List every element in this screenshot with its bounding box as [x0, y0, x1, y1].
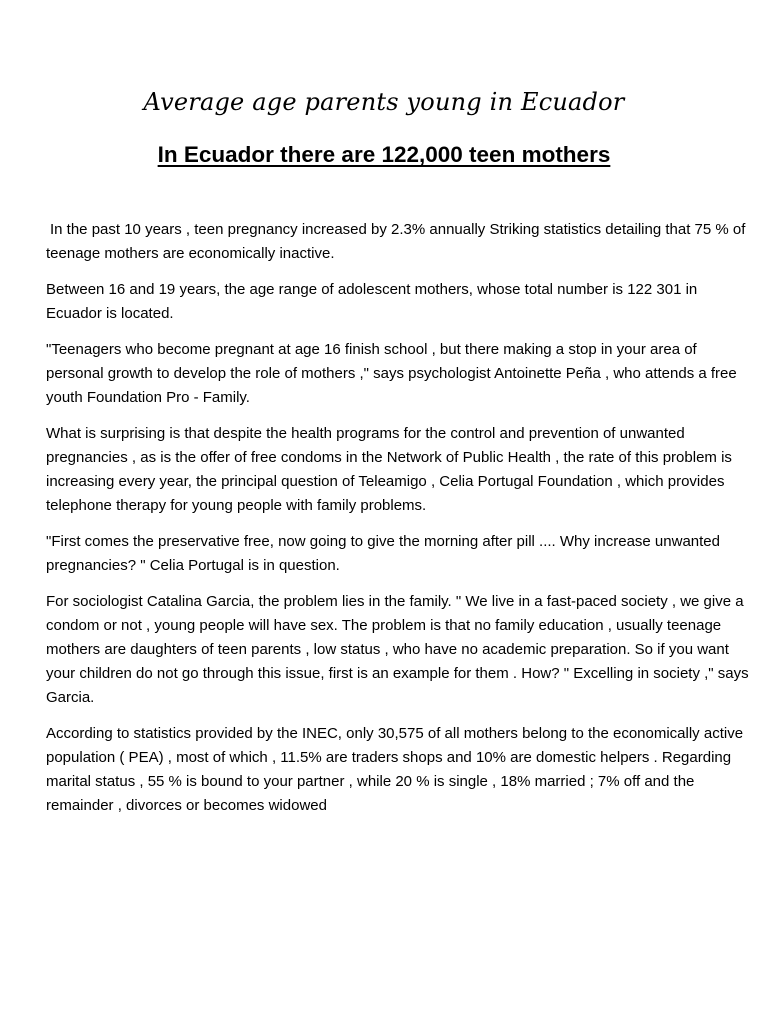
paragraph-7: According to statistics provided by the INEC, only 30,575 of all mothers belong to the economically active population ( PEA) , most of which , 11.5% are traders shops and 10% are domestic helpers . Regarding marital status , 55 % is bound to your partner , while 20 % is single , 18% married ; 7% off and the remainder , divorces or becomes widowed	[46, 725, 744, 814]
paragraph-5: "First comes the preservative free, now going to give the morning after pill .... Why increase unwanted pregnancies? " Celia Portugal is in question.	[46, 533, 720, 574]
document-body	[46, 218, 754, 830]
paragraph-6: For sociologist Catalina Garcia, the problem lies in the family. " We live in a fast-paced society , we give a condom or not , young people will have sex. The problem is that no family education , usually teenage mothers are daughters of teen parents , low status , who have no academic preparation. So if you want your children do not go through this issue, first is an example for them . How? " Excelling in society ," says Garcia.	[46, 593, 749, 706]
paragraph-2: Between 16 and 19 years, the age range of adolescent mothers, whose total number is 122 301 in Ecuador is located.	[46, 281, 698, 322]
document-script-title: Average age parents young in Ecuador	[143, 88, 625, 116]
paragraph-3: "Teenagers who become pregnant at age 16 finish school , but there making a stop in your area of personal growth to develop the role of mothers ," says psychologist Antoinette Peña , who attends a free youth Foundation Pro - Family.	[46, 341, 737, 406]
paragraph-4: What is surprising is that despite the health programs for the control and prevention of unwanted pregnancies , as is the offer of free condoms in the Network of Public Health , the rate of this problem is increasing every year, the principal question of Teleamigo , Celia Portugal Foundation , which provides telephone therapy for young people with family problems.	[46, 425, 732, 514]
paragraph-1: In the past 10 years , teen pregnancy increased by 2.3% annually Striking statistics detailing that 75 % of teenage mothers are economically inactive.	[46, 221, 746, 262]
document-headline: In Ecuador there are 122,000 teen mothers	[157, 142, 611, 167]
